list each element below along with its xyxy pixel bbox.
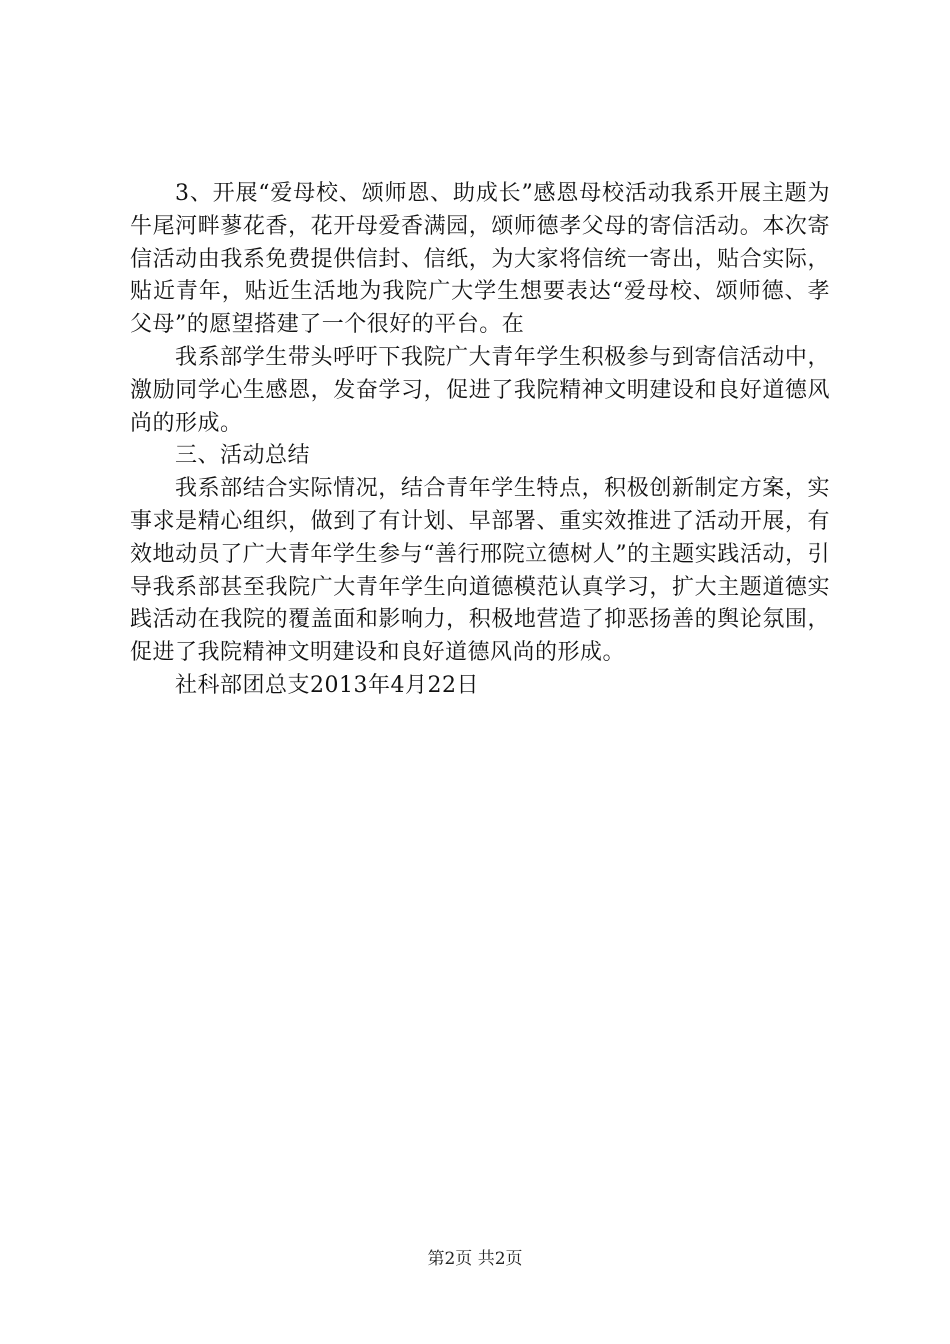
paragraph-activity-3: 3、开展“爱母校、颂师恩、助成长”感恩母校活动我系开展主题为牛尾河畔蓼花香，花开母爱香满园，颂师德孝父母的寄信活动。本次寄信活动由我系免费提供信封、信纸，为大家将信统一寄出，贴合实际，贴近青年，贴近生活地为我院广大学生想要表达“爱母校、颂师德、孝父母”的愿望搭建了一个很好的平台。在 [130,181,830,338]
document-body [130,178,830,703]
page-footer: 第2页 共2页 [427,1249,523,1269]
paragraph-summary: 我系部结合实际情况，结合青年学生特点，积极创新制定方案，实事求是精心组织，做到了有计划、早部署、重实效推进了活动开展，有效地动员了广大青年学生参与“善行邢院立德树人”的主题实践活动，引导我系部甚至我院广大青年学生向道德模范认真学习，扩大主题道德实践活动在我院的覆盖面和影响力，积极地营造了抑恶扬善的舆论氛围，促进了我院精神文明建设和良好道德风尚的形成。 [130,476,830,666]
signature-date: 社科部团总支2013年4月22日 [175,672,479,698]
paragraph-student-participation: 我系部学生带头呼吁下我院广大青年学生积极参与到寄信活动中，激励同学心生感恩，发奋学习，促进了我院精神文明建设和良好道德风尚的形成。 [130,344,830,436]
section-heading-summary: 三、活动总结 [175,443,311,469]
